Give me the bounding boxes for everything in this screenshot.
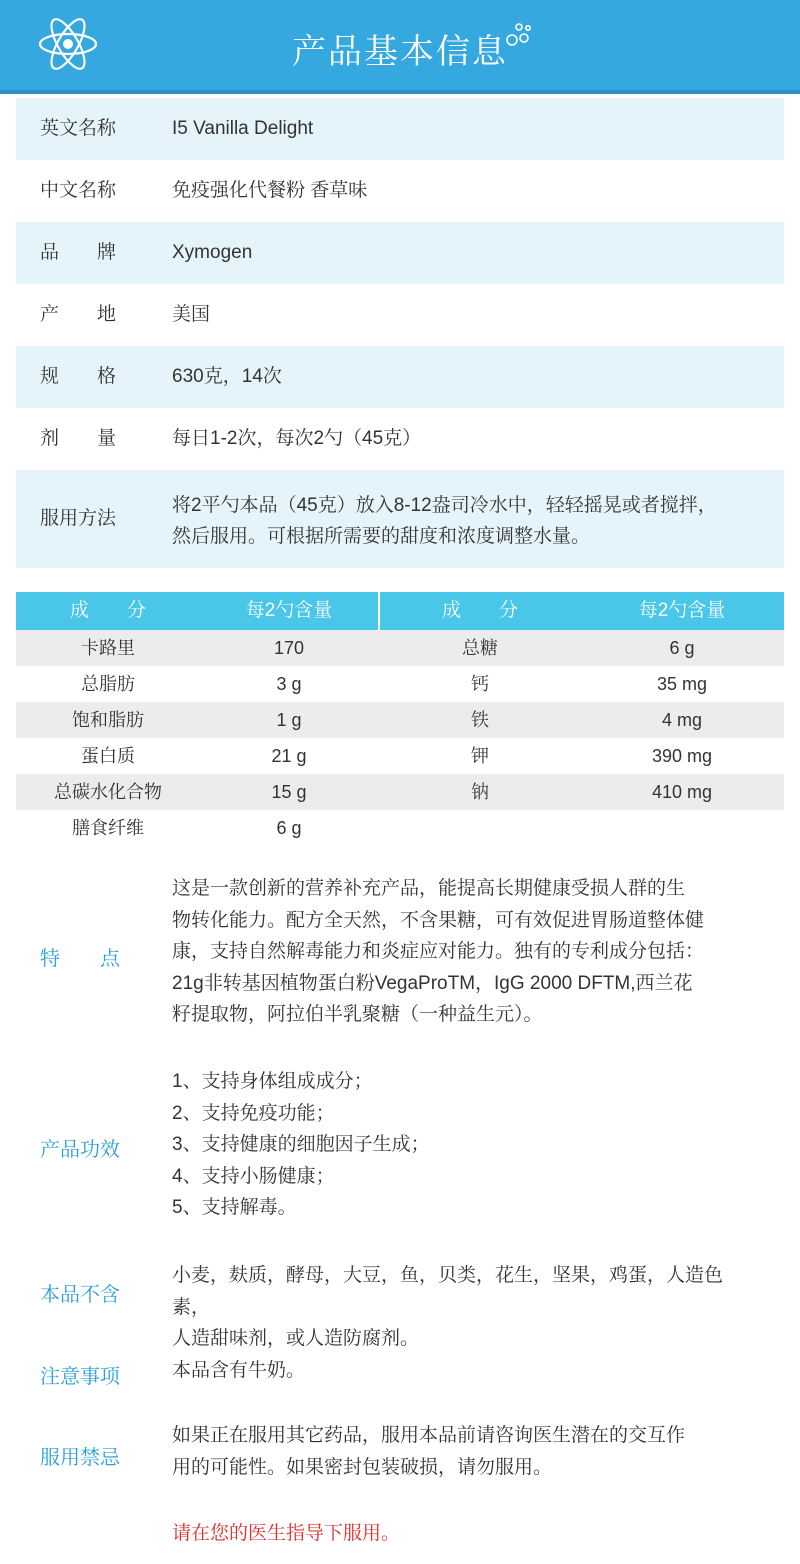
info-row-usage	[16, 470, 784, 568]
table-cell: 410 mg	[651, 782, 713, 802]
table-cell: 21 g	[271, 746, 307, 766]
info-label: 产 地	[40, 304, 117, 325]
table-cell: 总碳水化合物	[54, 782, 162, 802]
section-text-excludes: 小麦，麸质，酵母，大豆，鱼，贝类，花生，坚果，鸡蛋，人造色素， 人造甜味剂，或人造防腐剂。	[172, 1265, 724, 1349]
page-title: 产品基本信息	[292, 33, 508, 71]
table-cell: 饱和脂肪	[72, 710, 144, 730]
section-label-features: 特 点	[40, 948, 120, 970]
info-row-spec	[16, 346, 784, 408]
table-cell: 铁	[471, 710, 489, 730]
table-cell: 总脂肪	[81, 674, 135, 694]
table-row	[16, 702, 784, 738]
bubbles-icon	[504, 20, 534, 50]
table-cell: 15 g	[271, 782, 307, 802]
table-row	[16, 666, 784, 702]
column-header: 每2勺含量	[638, 600, 726, 621]
section-text-features: 这是一款创新的营养补充产品，能提高长期健康受损人群的生 物转化能力。配方全天然，不含果糖，可有效促进胃肠道整体健 康，支持自然解毒能力和炎症应对能力。独有的专利成分包括： 21g非转基因植物蛋白粉VegaProTM，IgG 2000 DFTM,西兰花 籽提取物，阿拉伯半乳聚糖（一种益生元）。	[172, 878, 705, 1025]
table-cell: 35 mg	[656, 674, 708, 694]
table-row	[16, 774, 784, 810]
info-label: 品 牌	[40, 242, 117, 263]
table-cell: 钾	[471, 746, 489, 766]
table-row	[16, 630, 784, 666]
basic-info-table	[16, 98, 784, 568]
info-value: 免疫强化代餐粉 香草味	[172, 180, 368, 201]
table-row	[16, 738, 784, 774]
table-cell: 蛋白质	[81, 746, 135, 766]
warning-text: 请在您的医生指导下服用。	[172, 1523, 401, 1544]
nutrition-table	[16, 592, 784, 846]
section-label-notes: 注意事项	[40, 1366, 120, 1388]
info-label: 规 格	[40, 366, 117, 387]
section-label-contraindications: 服用禁忌	[40, 1447, 120, 1469]
info-label: 中文名称	[40, 180, 117, 201]
info-row-dosage	[16, 408, 784, 470]
column-header: 成 分	[441, 600, 518, 621]
section-label-efficacy: 产品功效	[40, 1139, 120, 1161]
info-value: I5 Vanilla Delight	[172, 118, 314, 139]
info-label: 剂 量	[40, 428, 117, 449]
section-text-notes: 本品含有牛奶。	[172, 1360, 306, 1381]
table-cell: 390 mg	[651, 746, 713, 766]
page-header	[0, 0, 800, 94]
info-row-brand	[16, 222, 784, 284]
table-cell: 卡路里	[81, 638, 135, 658]
info-value: Xymogen	[172, 242, 253, 263]
info-value: 每日1-2次，每次2勺（45克）	[172, 428, 422, 449]
table-cell: 4 mg	[661, 710, 703, 730]
nutrition-header	[16, 592, 784, 630]
table-cell: 钠	[471, 782, 489, 802]
info-row-english-name	[16, 98, 784, 160]
info-row-origin	[16, 284, 784, 346]
table-row	[16, 810, 784, 846]
info-label: 服用方法	[40, 508, 117, 529]
info-value: 630克，14次	[172, 366, 282, 387]
table-cell: 1 g	[276, 710, 302, 730]
section-text-contraindications: 如果正在服用其它药品，服用本品前请咨询医生潜在的交互作 用的可能性。如果密封包装破损，请勿服用。	[172, 1425, 686, 1478]
info-label: 英文名称	[40, 118, 117, 139]
info-value: 美国	[172, 304, 211, 325]
column-header: 每2勺含量	[245, 600, 333, 621]
column-header: 成 分	[69, 600, 146, 621]
table-cell: 6 g	[276, 818, 302, 838]
section-label-excludes: 本品不含	[40, 1284, 120, 1306]
table-cell: 6 g	[669, 638, 695, 658]
table-cell: 膳食纤维	[72, 818, 144, 838]
info-value: 将2平勺本品（45克）放入8-12盎司冷水中，轻轻摇晃或者搅拌， 然后服用。可根据所需要的甜度和浓度调整水量。	[172, 495, 717, 547]
table-cell	[380, 810, 580, 846]
section-text-efficacy: 1、支持身体组成成分； 2、支持免疫功能； 3、支持健康的细胞因子生成； 4、支持小肠健康； 5、支持解毒。	[172, 1071, 430, 1218]
table-cell: 钙	[471, 674, 489, 694]
table-cell	[580, 810, 784, 846]
table-cell: 170	[273, 638, 305, 658]
info-row-chinese-name	[16, 160, 784, 222]
table-cell: 3 g	[276, 674, 302, 694]
table-cell: 总糖	[462, 638, 498, 658]
